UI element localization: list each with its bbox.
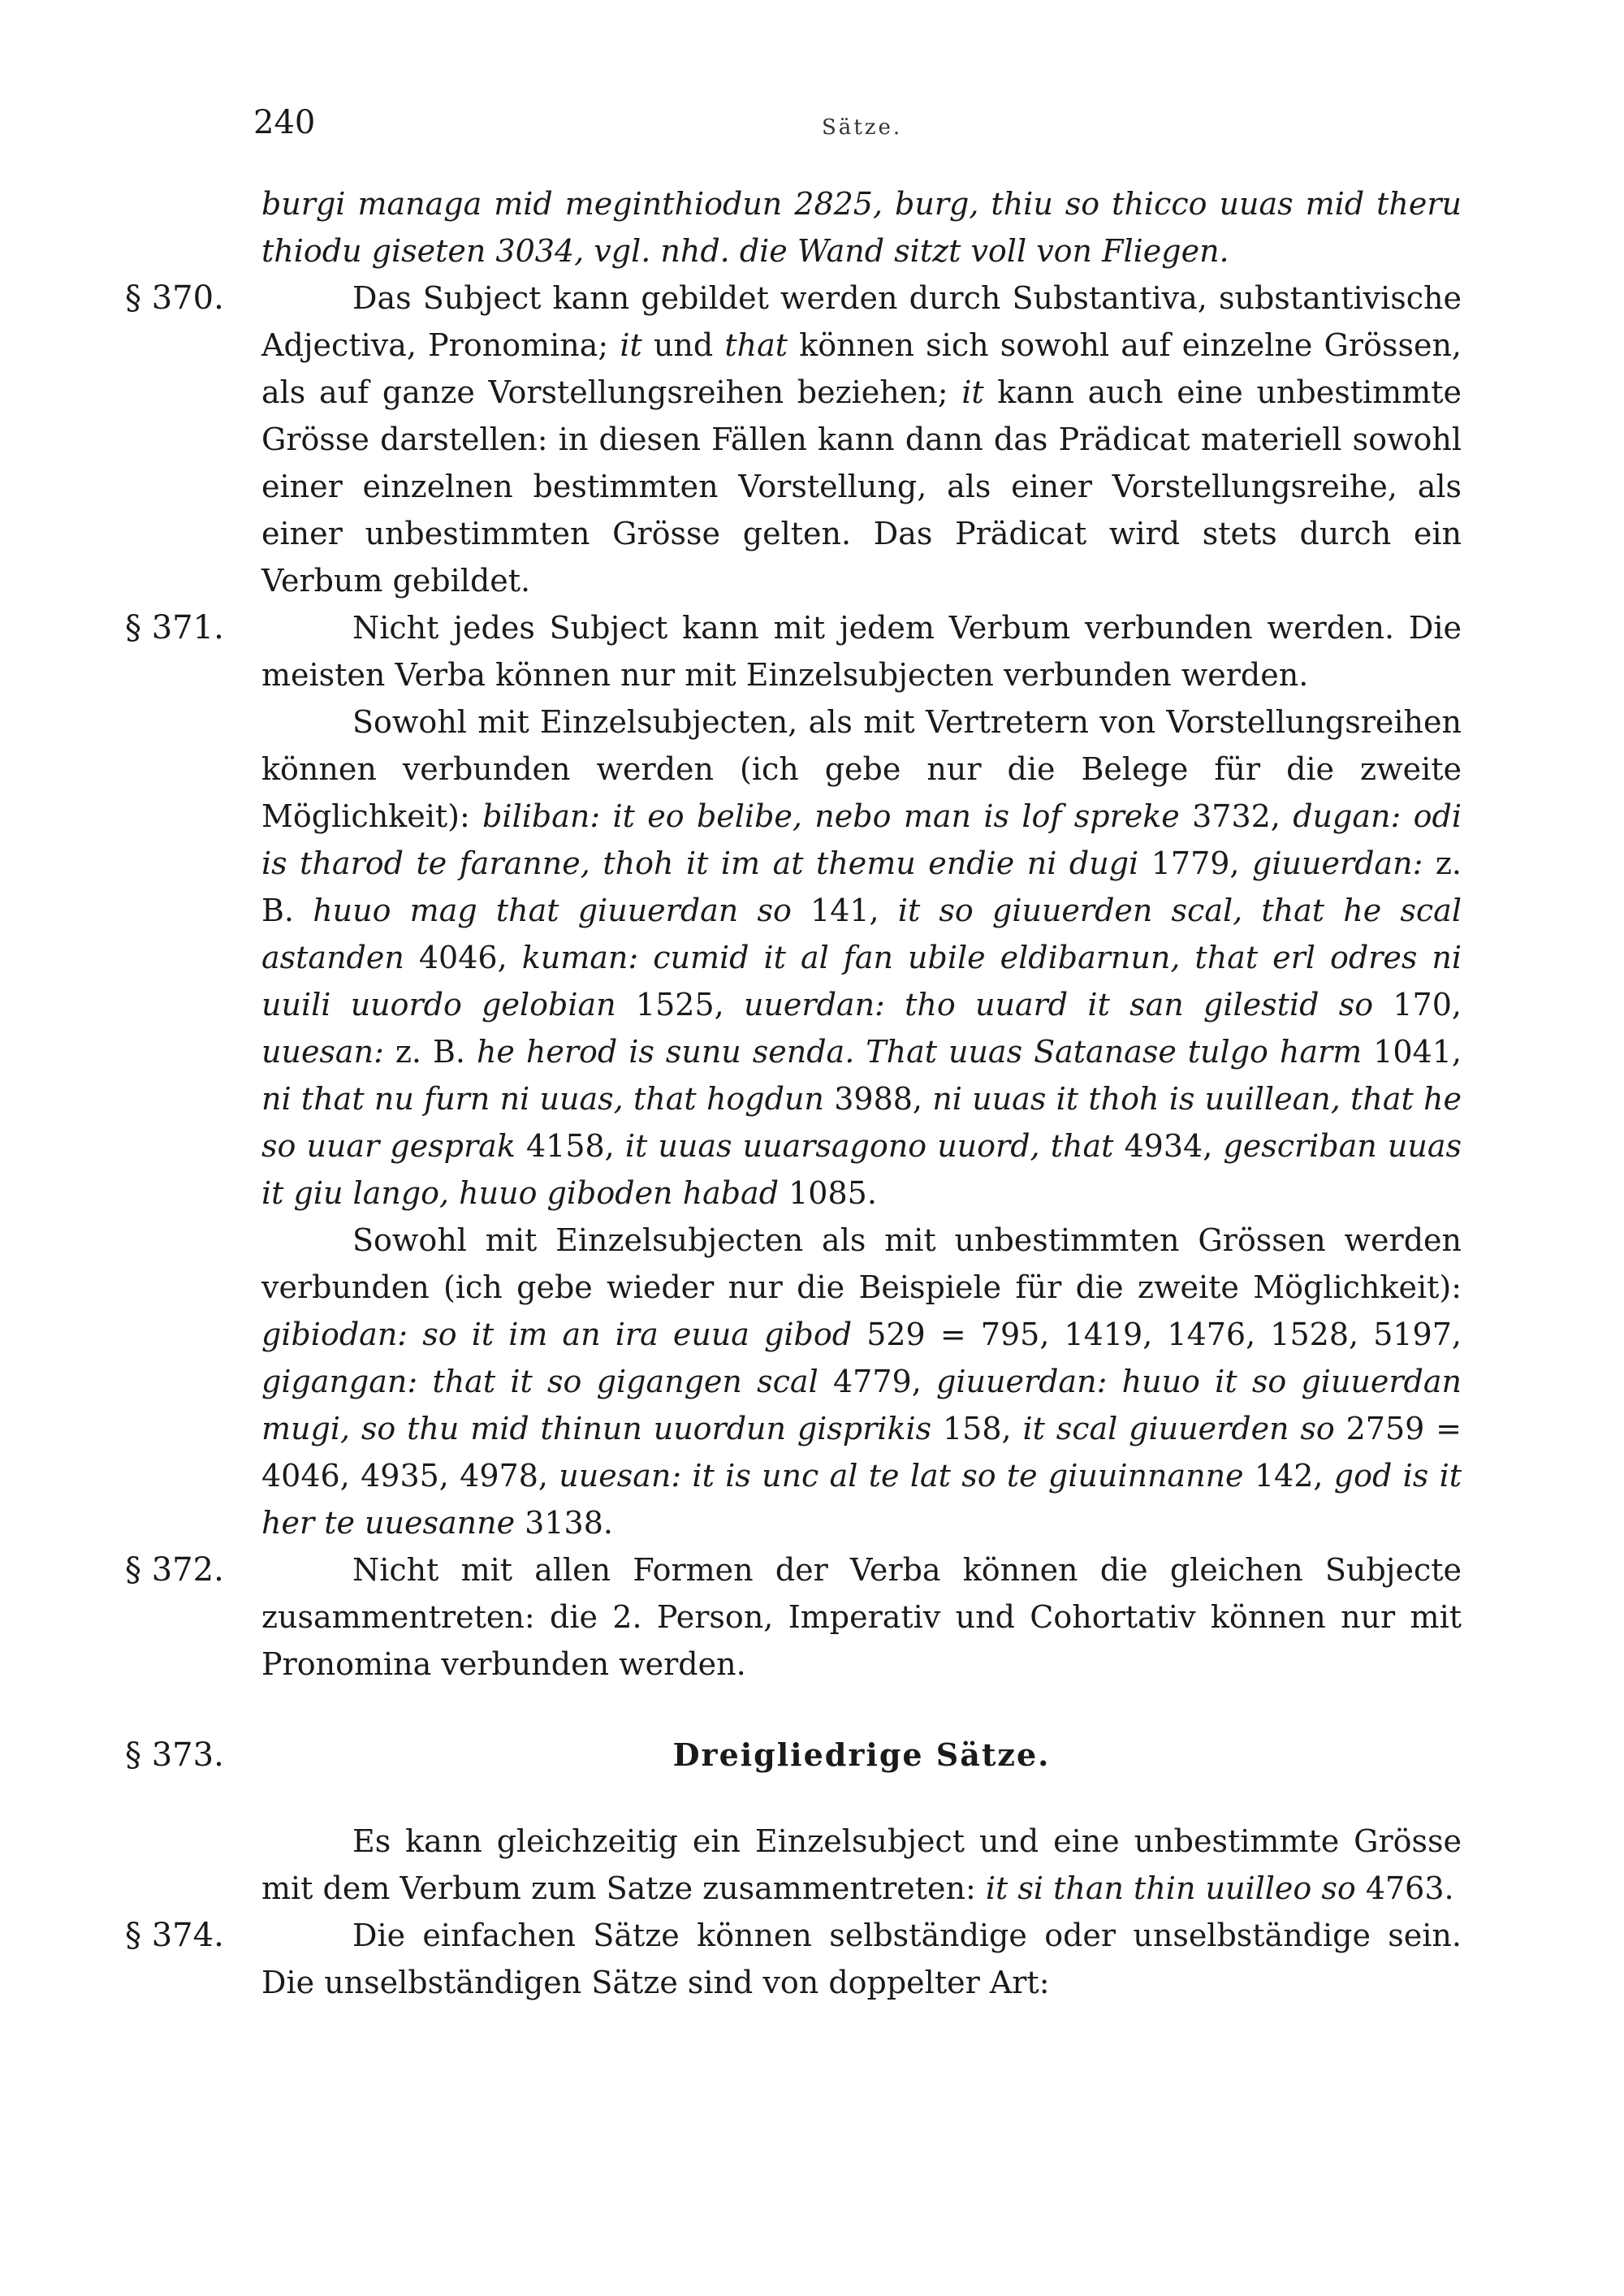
paragraph-text: Es kann gleichzeitig ein Einzelsubject und eine unbestimmte Grösse mit dem Verbum zum Satze zusammentreten: (261, 1823, 1462, 1906)
example-text: uuerdan: tho uuard it san gilestid so (743, 987, 1374, 1023)
example-text: huuo mag that giuuerdan so (313, 893, 792, 928)
example-text: gigangan: that it so gigangen scal (261, 1364, 818, 1399)
example-text: giuuerdan: huuo it so giuuerdan mugi, so thu mid thinun uuordun gisprikis (261, 1364, 1462, 1446)
line-reference: 1041, (1362, 1034, 1462, 1070)
example-text: dugan: odi is tharod te faranne, thoh it im at themu endie ni dugi (261, 798, 1462, 881)
example-text: it si than thin uuilleo so (985, 1870, 1356, 1906)
line-reference: 1525, (615, 987, 744, 1023)
example-text: ni uuas it thoh is uuillean, that he so uuar gesprak (261, 1081, 1462, 1164)
example-text: kuman: cumid it al fan ubile eldibarnun, that erl odres ni uuili uuordo gelobian (261, 940, 1462, 1023)
section-372 (125, 1546, 1462, 1688)
continuation-paragraph (261, 180, 1462, 275)
example-text: gescriban uuas it giu lango, huuo giboden habad (261, 1128, 1462, 1211)
paragraph-text: Nicht jedes Subject kann mit jedem Verbum verbunden werden. Die meisten Verba können nur mit Einzelsubjecten verbunden werden. (261, 610, 1462, 693)
example-text: uuesan: it is unc al te lat so te giuuinnanne (559, 1458, 1244, 1494)
example-text: it scal giuuerden so (1022, 1411, 1335, 1446)
section-number: § 371. (125, 609, 224, 646)
line-reference: 1779, (1138, 845, 1253, 881)
paragraph-text: Nicht mit allen Formen der Verba können die gleichen Subjecte zusammentreten: die 2. Person, Imperativ und Cohortativ können nur mit Pronomina verbunden werden. (261, 1552, 1462, 1682)
line-reference: 529 = 795, 1419, 1476, 1528, 5197, (852, 1317, 1462, 1352)
paragraph-text: Sowohl mit Einzelsubjecten, als mit Vertretern von Vorstellungsreihen können verbunden werden (ich gebe nur die Belege für die zweite Möglichkeit): (261, 704, 1462, 834)
line-reference: 142, (1243, 1458, 1334, 1494)
section-371 (125, 604, 1462, 698)
line-reference: 3732, (1179, 798, 1294, 834)
section-370 (125, 275, 1462, 604)
line-reference: 4934, (1113, 1128, 1224, 1164)
line-reference: 4158, (515, 1128, 625, 1164)
example-text: biliban: it eo belibe, nebo man is lof spreke (482, 798, 1180, 834)
paragraph-text: Das Subject kann gebildet werden durch Substantiva, substantivische Adjectiva, Pronomina; (261, 280, 1462, 363)
section-371-paragraph-2 (261, 698, 1462, 1217)
example-text: ni that nu furn ni uuas, that hogdun (261, 1081, 824, 1117)
line-reference: 141, (791, 893, 898, 928)
example-word: it (961, 374, 984, 410)
example-word: that (724, 327, 788, 363)
section-371-paragraph-3 (261, 1217, 1462, 1546)
example-word: it (620, 327, 642, 363)
example-text: it uuas uuarsagono uuord, that (624, 1128, 1114, 1164)
line-reference: 2759 = 4046, 4935, 4978, (261, 1411, 1462, 1494)
section-number: § 372. (125, 1551, 224, 1589)
body-text (125, 180, 1462, 2006)
example-text: god is it her te uuesanne (261, 1458, 1462, 1541)
section-374 (125, 1912, 1462, 2006)
line-reference: 158, (931, 1411, 1023, 1446)
paragraph-text: z. B. (261, 845, 1462, 928)
section-number: § 374. (125, 1917, 224, 1954)
line-reference: 4779, (818, 1364, 937, 1399)
section-heading: Dreigliedrige Sätze. (672, 1736, 1051, 1773)
section-373-heading (125, 1732, 1462, 1779)
section-373 (261, 1818, 1462, 1912)
example-text: he herod is sunu senda. That uuas Satanase tulgo harm (476, 1034, 1363, 1070)
line-reference: 4763. (1355, 1870, 1454, 1906)
paragraph-text: Sowohl mit Einzelsubjecten als mit unbestimmten Grössen werden verbunden (ich gebe wieder nur die Beispiele für die zweite Möglichkeit): (261, 1222, 1462, 1305)
example-text: burgi managa mid meginthiodun 2825, burg, thiu so thicco uuas mid theru thiodu giseten 3034, vgl. nhd. die Wand sitzt voll von Fliegen. (261, 186, 1462, 269)
section-number: § 373. (125, 1736, 224, 1774)
example-text: uuesan: (261, 1034, 384, 1070)
page-header (253, 104, 1455, 153)
line-reference: 3138. (515, 1505, 613, 1541)
example-text: gibiodan: so it im an ira euua gibod (261, 1317, 853, 1352)
running-title: Sätze. (822, 115, 903, 140)
example-text: giuuerdan: (1252, 845, 1423, 881)
paragraph-text: und (641, 327, 725, 363)
page-number: 240 (253, 104, 316, 141)
line-reference: 3988, (823, 1081, 933, 1117)
line-reference: 4046, (404, 940, 522, 975)
section-number: § 370. (125, 279, 224, 317)
line-reference: 170, (1373, 987, 1462, 1023)
line-reference: 1085. (779, 1175, 877, 1211)
paragraph-text: können sich sowohl auf einzelne Grössen, als auf ganze Vorstellungsreihen beziehen; (261, 327, 1462, 410)
paragraph-text: z. B. (383, 1034, 477, 1070)
example-text: it so giuuerden scal, that he scal astanden (261, 893, 1462, 975)
paragraph-text: Die einfachen Sätze können selbständige oder unselbständige sein. Die unselbständigen Sätze sind von doppelter Art: (261, 1918, 1462, 2000)
paragraph-text: kann auch eine unbestimmte Grösse darstellen: in diesen Fällen kann dann das Prädicat materiell sowohl einer einzelnen bestimmten Vorstellung, als einer Vorstellungsreihe, als einer unbestimmten Grösse gelten. Das Prädicat wird stets durch ein Verbum gebildet. (261, 374, 1462, 599)
